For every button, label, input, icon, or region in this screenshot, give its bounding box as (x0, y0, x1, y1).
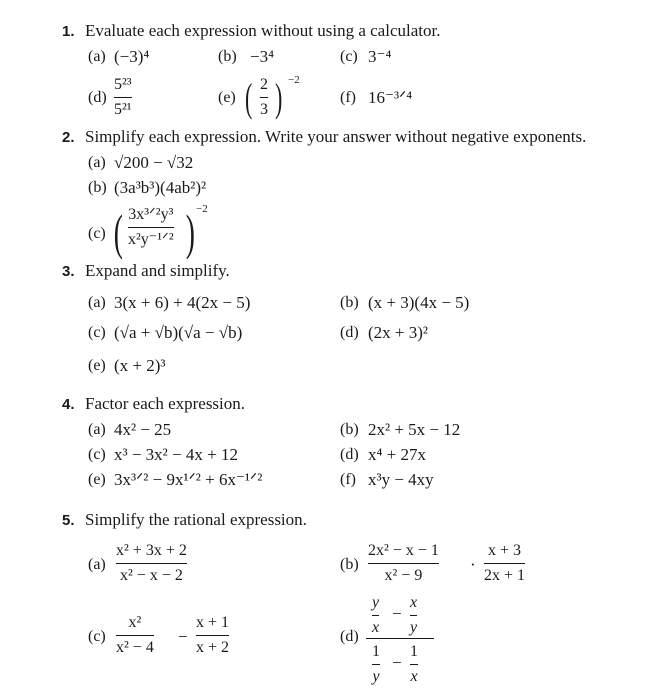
part-label: (b) (340, 556, 359, 573)
fraction-denominator: 2x + 1 (484, 567, 526, 584)
part-expression: 2x² + 5x − 12 (368, 420, 461, 439)
part-expression: x⁴ + 27x (368, 445, 427, 464)
problem-instruction: Evaluate each expression without using a calculator. (85, 21, 441, 40)
part-expression: −3⁴ (250, 47, 275, 66)
fraction (114, 76, 132, 119)
fraction-numerator: x (410, 594, 418, 611)
part-label: (e) (88, 471, 106, 488)
fraction (410, 594, 417, 637)
part-expression: (x + 2)³ (114, 356, 166, 375)
part-label: (a) (88, 421, 106, 438)
left-paren: ( (113, 204, 123, 260)
problem-number: 1. (62, 23, 75, 40)
part-label: (e) (88, 357, 106, 374)
fraction-bar (372, 664, 380, 665)
fraction-numerator: 2x² − x − 1 (368, 542, 439, 559)
fraction-denominator: 5²¹ (114, 101, 132, 118)
fraction-bar (116, 563, 187, 564)
fraction (372, 594, 379, 637)
fraction-denominator: y (410, 619, 418, 636)
fraction-numerator: x² (128, 614, 142, 631)
fraction-bar (114, 97, 132, 98)
fraction-numerator: x² + 3x + 2 (116, 542, 187, 559)
part-label: (d) (340, 324, 359, 341)
fraction-numerator: x + 3 (488, 542, 522, 559)
fraction-bar (410, 615, 417, 616)
fraction-bar (368, 563, 439, 564)
fraction-numerator: 1 (410, 643, 418, 660)
part-expression: (√a + √b)(√a − √b) (114, 323, 243, 342)
fraction (484, 542, 525, 585)
fraction-numerator: 3x³ᐟ²y³ (128, 206, 174, 223)
fraction-bar (128, 227, 174, 228)
part-expression: (2x + 3)² (368, 323, 429, 342)
problem-instruction: Simplify each expression. Write your answer without negative exponents. (85, 127, 587, 146)
part-label: (a) (88, 154, 106, 171)
fraction-bar (484, 563, 525, 564)
part-label: (c) (88, 324, 106, 341)
part-expression: (x + 3)(4x − 5) (368, 293, 470, 312)
fraction (260, 76, 268, 119)
part-label: (c) (88, 225, 106, 242)
fraction-numerator: 1 (372, 643, 380, 660)
part-label: (e) (218, 89, 236, 106)
fraction-numerator: y (372, 594, 380, 611)
operator: − (392, 653, 402, 672)
part-label: (c) (88, 446, 106, 463)
part-label: (a) (88, 48, 106, 65)
fraction-denominator: x + 2 (196, 639, 230, 656)
problem-instruction: Expand and simplify. (85, 261, 230, 280)
fraction (116, 542, 187, 585)
complex-fraction (364, 592, 436, 687)
part-expression: √200 − √32 (114, 153, 194, 172)
problem-instruction: Simplify the rational expression. (85, 510, 307, 529)
fraction (116, 614, 154, 657)
fraction-denominator: x²y⁻¹ᐟ² (128, 231, 174, 248)
part-expression: (3a³b³)(4ab²)² (114, 178, 207, 197)
fraction-numerator: 2 (260, 76, 268, 93)
fraction-bar (372, 615, 379, 616)
part-expression: x³y − 4xy (368, 470, 434, 489)
part-label: (c) (88, 628, 106, 645)
problem-instruction: Factor each expression. (85, 394, 246, 413)
part-expression: 3(x + 6) + 4(2x − 5) (114, 293, 251, 312)
problem-number: 5. (62, 512, 75, 529)
part-label: (b) (340, 294, 359, 311)
operator: − (392, 604, 402, 623)
part-label: (b) (218, 48, 237, 65)
fraction (196, 614, 229, 657)
fraction-denominator: x² − 9 (384, 567, 423, 584)
part-expression: 16⁻³ᐟ⁴ (368, 88, 413, 107)
fraction-numerator: 5²³ (114, 76, 132, 93)
part-label: (f) (340, 471, 356, 488)
part-expression: (−3)⁴ (114, 47, 150, 66)
operator: − (178, 627, 188, 646)
part-label: (a) (88, 294, 106, 311)
fraction-denominator: y (372, 668, 380, 685)
fraction-numerator: x + 1 (196, 614, 230, 631)
exponent: −2 (288, 74, 300, 86)
fraction-bar (410, 664, 418, 665)
part-label: (d) (340, 628, 359, 645)
problem-number: 2. (62, 129, 75, 146)
part-label: (d) (88, 89, 107, 106)
part-expression: 4x² − 25 (114, 420, 172, 439)
part-label: (b) (340, 421, 359, 438)
part-expression: 3⁻⁴ (368, 47, 392, 66)
fraction (372, 643, 380, 686)
fraction-denominator: x² − x − 2 (120, 567, 183, 584)
complex-fraction-top (364, 592, 436, 638)
problem-number: 3. (62, 263, 75, 280)
part-label: (a) (88, 556, 106, 573)
fraction (410, 643, 418, 686)
fraction (368, 542, 439, 585)
fraction-bar (196, 635, 229, 636)
complex-fraction-bottom (364, 639, 436, 687)
fraction-bar (116, 635, 154, 636)
part-expression: 3x³ᐟ² − 9x¹ᐟ² + 6x⁻¹ᐟ² (114, 470, 263, 489)
fraction (128, 206, 174, 249)
part-label: (f) (340, 89, 356, 106)
problem-number: 4. (62, 396, 75, 413)
left-paren: ( (244, 75, 253, 120)
operator: · (470, 555, 476, 574)
part-label: (d) (340, 446, 359, 463)
part-label: (c) (340, 48, 358, 65)
part-expression: x³ − 3x² − 4x + 12 (114, 445, 238, 464)
fraction-denominator: x (410, 668, 418, 685)
right-paren: ) (274, 75, 283, 120)
fraction-denominator: x (372, 619, 380, 636)
fraction-denominator: 3 (260, 101, 268, 118)
right-paren: ) (185, 204, 195, 260)
part-label: (b) (88, 179, 107, 196)
fraction-denominator: x² − 4 (116, 639, 154, 656)
exponent: −2 (196, 203, 208, 215)
fraction-bar (260, 97, 268, 98)
